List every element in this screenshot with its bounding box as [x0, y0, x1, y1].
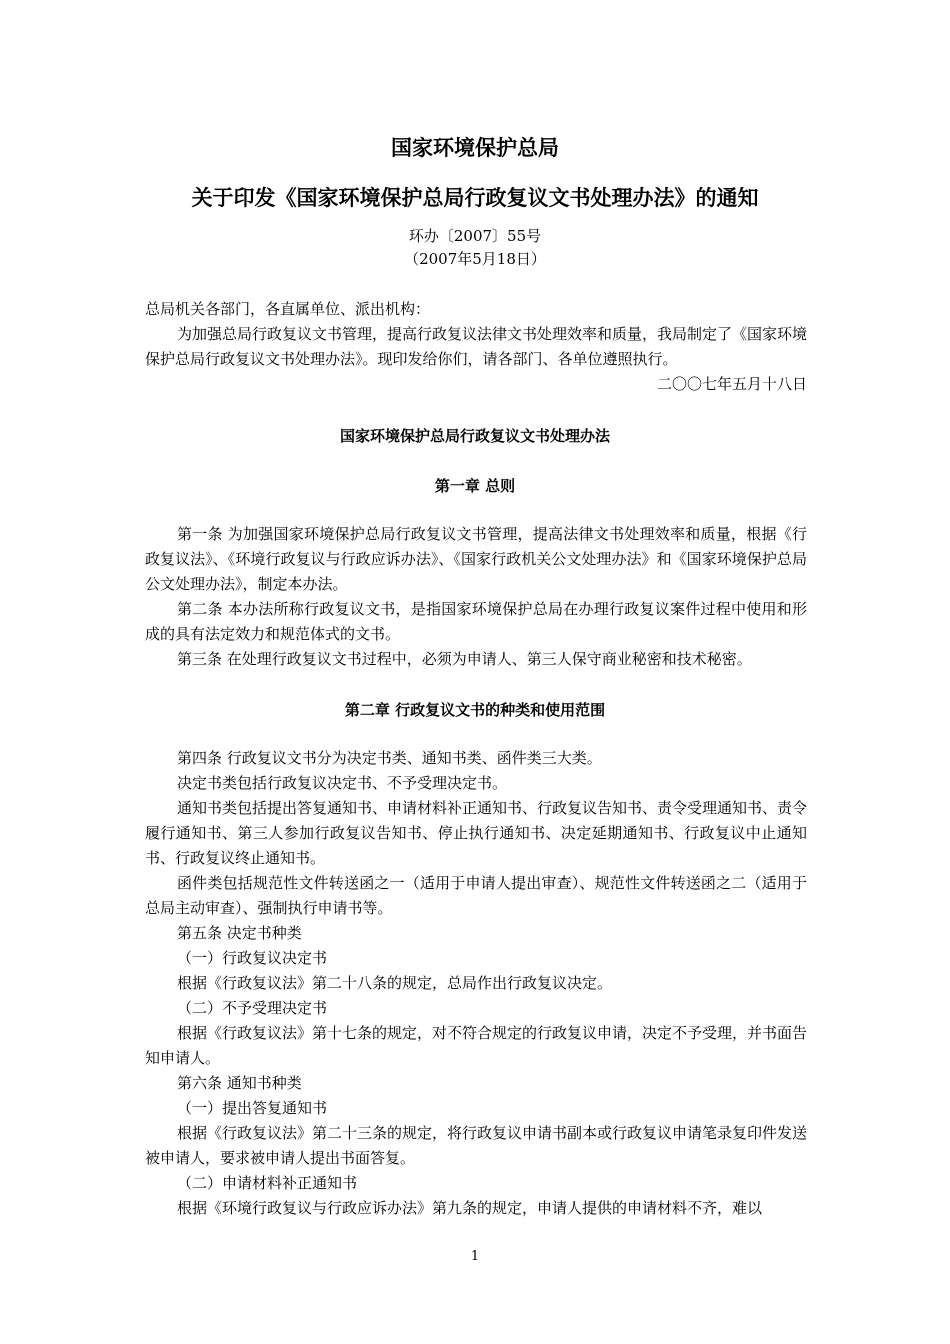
- letter-types: 函件类包括规范性文件转送函之一（适用于申请人提出审查）、规范性文件转送函之二（适用于总局主动审查）、强制执行申请书等。: [145, 874, 807, 917]
- decision-types: 决定书类包括行政复议决定书、不予受理决定书。: [177, 774, 508, 792]
- item-supplement-notice-text: 根据《环境行政复议与行政应诉办法》第九条的规定，申请人提供的申请材料不齐，难以: [177, 1199, 763, 1217]
- regulation-title: 国家环境保护总局行政复议文书处理办法: [339, 427, 610, 445]
- signature-date: 二〇〇七年五月十八日: [656, 375, 807, 393]
- document-number: 环办〔2007〕55号: [408, 227, 542, 245]
- chapter1-body: [145, 522, 807, 672]
- notice-paragraph: 为加强总局行政复议文书管理，提高行政复议法律文书处理效率和质量，我局制定了《国家环境保护总局行政复议文书处理办法》。现印发给你们，请各部门、各单位遵照执行。: [145, 325, 808, 368]
- notice-types: 通知书类包括提出答复通知书、申请材料补正通知书、行政复议告知书、责令受理通知书、责令履行通知书、第三人参加行政复议告知书、停止执行通知书、决定延期通知书、行政复议中止通知书、行政复议终止通知书。: [145, 799, 808, 867]
- item-supplement-notice: （二）申请材料补正通知书: [177, 1174, 358, 1192]
- item-rejection-decision-text: 根据《行政复议法》第十七条的规定，对不符合规定的行政复议申请，决定不予受理，并书面告知申请人。: [145, 1024, 808, 1067]
- chapter1-heading: 第一章 总则: [434, 477, 516, 495]
- article-3: 第三条 在处理行政复议文书过程中，必须为申请人、第三人保守商业秘密和技术秘密。: [177, 650, 752, 668]
- article-1: 第一条 为加强国家环境保护总局行政复议文书管理，提高法律文书处理效率和质量，根据《行政复议法》、《环境行政复议与行政应诉办法》、《国家行政机关公文处理办法》和《国家环境保护总局公文处理办法》，制定本办法。: [145, 525, 807, 593]
- item-reply-notice: （一）提出答复通知书: [177, 1099, 328, 1117]
- addressee-line: 总局机关各部门，各直属单位、派出机构：: [145, 300, 431, 318]
- item-rejection-decision: （二）不予受理决定书: [177, 999, 328, 1017]
- notice-title-line1: 国家环境保护总局: [391, 135, 559, 160]
- page-number: 1: [470, 1249, 480, 1264]
- item-reply-notice-text: 根据《行政复议法》第二十三条的规定，将行政复议申请书副本或行政复议申请笔录复印件发送被申请人，要求被申请人提出书面答复。: [145, 1124, 808, 1167]
- article-6: 第六条 通知书种类: [177, 1074, 302, 1092]
- article-4: 第四条 行政复议文书分为决定书类、通知书类、函件类三大类。: [177, 749, 602, 767]
- notice-title-line2: 关于印发《国家环境保护总局行政复议文书处理办法》的通知: [191, 185, 759, 210]
- chapter2-body: [145, 746, 807, 1221]
- item-review-decision-text: 根据《行政复议法》第二十八条的规定，总局作出行政复议决定。: [177, 974, 613, 992]
- document-date: （2007年5月18日）: [404, 250, 546, 268]
- article-2: 第二条 本办法所称行政复议文书，是指国家环境保护总局在办理行政复议案件过程中使用和形成的具有法定效力和规范体式的文书。: [145, 600, 807, 643]
- chapter2-heading: 第二章 行政复议文书的种类和使用范围: [344, 701, 606, 719]
- article-5: 第五条 决定书种类: [177, 924, 302, 942]
- notice-body: [145, 297, 807, 397]
- item-review-decision: （一）行政复议决定书: [177, 949, 328, 967]
